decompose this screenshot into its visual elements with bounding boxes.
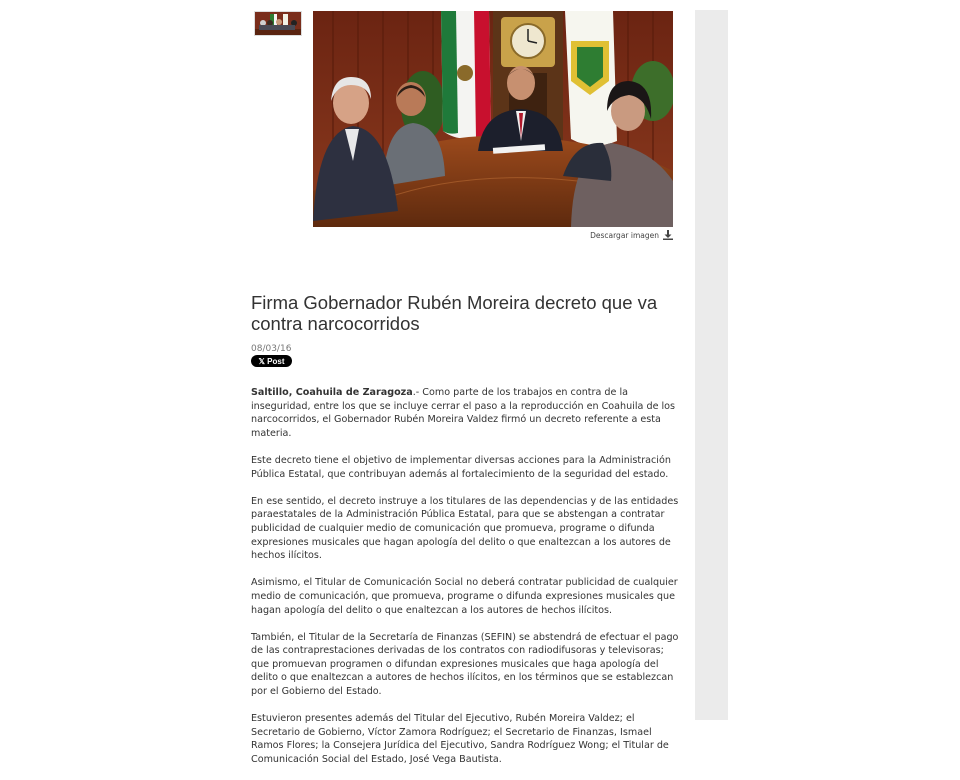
download-label: Descargar imagen xyxy=(590,230,659,240)
paragraph-6: Estuvieron presentes además del Titular del Ejecutivo, Rubén Moreira Valdez; el Secretario de Gobierno, Víctor Zamora Rodríguez; el Secretario de Finanzas, Ismael Ramos Flores; la Consejera Jurídica del Ejecutivo, Sandra Rodríguez Wong; el Titular de Comunicación Social del Estado, José Vega Bautista. xyxy=(251,713,669,766)
image-thumbnail[interactable] xyxy=(254,11,302,36)
download-image-link[interactable] xyxy=(560,229,673,241)
article-body xyxy=(251,386,681,780)
right-sidebar xyxy=(695,10,728,720)
paragraph-1 xyxy=(251,386,681,440)
paragraph-3: En ese sentido, el decreto instruye a los titulares de las dependencias y de las entidades paraestatales de la Administración Pública Estatal, para que se abstengan a contratar publicidad de cualquier medio de comunicación que promueva, programe o difunda expresiones musicales que hagan apología del delito o que enaltezcan a los autores de hechos ilícitos. xyxy=(251,495,679,562)
paragraph-2: Este decreto tiene el objetivo de implementar diversas acciones para la Administración Pública Estatal, que contribuyan además al fortalecimiento de la seguridad del estado. xyxy=(251,454,671,480)
paragraph-5: También, el Titular de la Secretaría de Finanzas (SEFIN) se abstendrá de efectuar el pago de las contraprestaciones derivadas de los contratos con radiodifusoras y televisoras; que promuevan programen o difundan expresiones musicales que haga apología del delito o que enaltezcan a autores de hechos ilícitos, en los términos que se establezcan por el Gobierno del Estado. xyxy=(251,631,679,698)
download-icon xyxy=(663,230,673,240)
article-photo xyxy=(313,11,673,227)
article-title: Firma Gobernador Rubén Moreira decreto que va contra narcocorridos xyxy=(251,292,658,334)
paragraph-4: Asimismo, el Titular de Comunicación Social no deberá contratar publicidad de cualquier medio de comunicación, que promueva, programe o difunda expresiones musicales que hagan apología del delito o que enaltezcan a los autores de hechos ilícitos. xyxy=(251,577,678,616)
dateline-location: Saltillo, Coahuila de Zaragoza xyxy=(251,387,413,398)
paragraph-1-text: .- Como parte de los trabajos en contra de la inseguridad, entre los que se incluye cerrar el paso a la reproducción en Coahuila de los narcocorridos, el Gobernador Rubén Moreira Valdez firmó un decreto referente a esta materia. xyxy=(251,387,676,439)
x-post-button[interactable]: 𝕏 Post xyxy=(251,355,292,367)
article-date: 08/03/16 xyxy=(251,344,292,354)
